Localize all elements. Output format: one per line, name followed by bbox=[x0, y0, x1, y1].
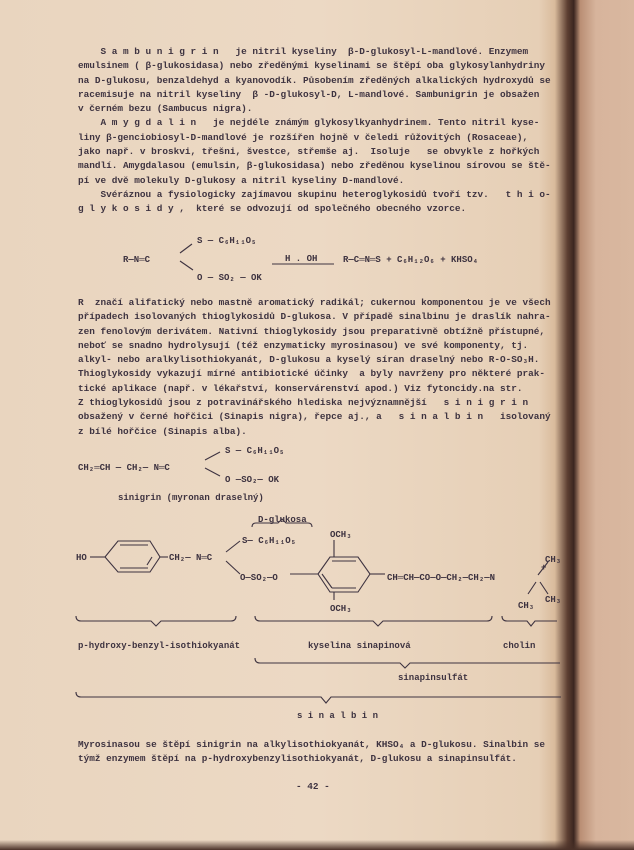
label-choline: cholin bbox=[503, 641, 536, 651]
text-line: S a m b u n i g r i n je nitril kyseliny β-D-glukosyl-L-mandlové. Enzymem bbox=[78, 46, 529, 57]
text-line: alkyl- nebo aralkylisothiokyanát, D-glukosu a kyselý síran draselný nebo R-O-SO₃H. bbox=[78, 354, 540, 366]
text-line: týmž enzymem štěpí na p-hydroxybenzylisothiokyanát, D-glukosu a sinapinsulfát. bbox=[78, 753, 517, 765]
text-line: zen fenolovým derivátem. Nativní thioglykosidy jsou preparativně obtížně přístupné, bbox=[78, 325, 545, 337]
brace-isothiocyanate bbox=[76, 616, 236, 626]
text-line: mandlí. Amygdalasou (emulsin, β-glukosidasa) nebo zředěnou kyselinou sírovou se ště- bbox=[78, 160, 551, 172]
formula-products: R—C═N═S + C₆H₁₂O₆ + KHSO₄ bbox=[343, 255, 479, 265]
benzene-ring-2 bbox=[318, 557, 370, 592]
methyl-a: CH₃ bbox=[545, 555, 562, 565]
methyl-c: CH₃ bbox=[518, 601, 535, 611]
formula-o-branch: O — SO₂ — OK bbox=[197, 273, 262, 283]
text-line: na D-glukosu, benzaldehyd a kyanovodík. Působením zředěných alkalických hydroxydů se bbox=[78, 74, 551, 86]
methoxy-top: OCH₃ bbox=[330, 530, 352, 540]
sinalbin-o-branch: O—SO₂—O bbox=[240, 573, 278, 583]
plus-charge: + bbox=[541, 563, 547, 573]
text-line: Svéráznou a fysiologicky zajímavou skupinu heteroglykosidů tvoří tzv. t h i o- bbox=[78, 188, 551, 200]
brace-sinapic-acid bbox=[255, 616, 492, 626]
label-isothiocyanate: p-hydroxy-benzyl-isothiokyanát bbox=[78, 641, 241, 651]
brace-choline bbox=[502, 616, 557, 626]
hydroxy-group: HO bbox=[76, 553, 87, 563]
label-sinapic-acid: kyselina sinapinová bbox=[308, 641, 411, 651]
label-sinalbin: s i n a l b i n bbox=[297, 711, 379, 721]
text-line: pí ve dvě molekuly D-glukosy a nitril kyseliny D-mandlové. bbox=[78, 174, 405, 186]
text-line: jako např. v broskvi, třešni, švestce, střemše aj. Isoluje se obvykle z hořkých bbox=[78, 146, 540, 158]
text-line: racemisuje na nitril kyseliny β -D-glukosyl-D, L-mandlové. Sambunigrin je obsažen bbox=[78, 88, 540, 100]
methoxy-bottom: OCH₃ bbox=[330, 604, 352, 614]
text-line: z bílé hořčice (Sinapis alba). bbox=[78, 425, 247, 437]
label-sinapinsulfate: sinapinsulfát bbox=[398, 673, 469, 683]
brace-sinalbin bbox=[76, 692, 561, 703]
text-line: obsažený v černé hořčici (Sinapis nigra), řepce aj., a s i n a l b i n isolovaný bbox=[78, 411, 551, 423]
text-line: Myrosinasou se štěpí sinigrin na alkylisothiokyanát, KHSO₄ a D-glukosu. Sinalbin se bbox=[78, 739, 545, 750]
text-line: případech isolovaných thioglykosidů D-glukosa. V případě sinalbinu je draslík nahra- bbox=[78, 311, 551, 323]
sinalbin-chain: CH═CH—CO—O—CH₂—CH₂—N bbox=[387, 573, 496, 583]
sinigrin-s-branch: S — C₆H₁₁O₅ bbox=[225, 446, 285, 456]
d-glukosa-label: D-glukosa bbox=[258, 515, 307, 525]
reagent-label: H . OH bbox=[285, 254, 318, 264]
paragraph-myrosinase bbox=[78, 738, 545, 767]
brace-sinapinsulfate bbox=[255, 658, 560, 668]
text-line: emulsinem ( β-glukosidasa) nebo zředěnými kyselinami se štěpí oba glykosylanhydriny bbox=[78, 60, 545, 72]
text-line: v černém bezu (Sambucus nigra). bbox=[78, 103, 253, 115]
text-line: tické aplikace (např. v lékařství, konservárenství apod.) Viz fytoncidy.na str. bbox=[78, 382, 523, 394]
sinigrin-caption: sinigrin (myronan draselný) bbox=[118, 493, 264, 503]
text-line: R značí alifatický nebo mastně aromatický radikál; cukernou komponentou je ve všech bbox=[78, 297, 551, 308]
text-line: A m y g d a l i n je nejdéle známým glykosylkyanhydrinem. Tento nitril kyse- bbox=[78, 117, 540, 129]
text-line: g l y k o s i d y , které se odvozují od společného obecného vzorce. bbox=[78, 203, 467, 215]
ch2-n-c: CH₂— N═C bbox=[169, 553, 213, 563]
sinalbin-s-branch: S— C₆H₁₁O₅ bbox=[242, 536, 297, 546]
benzene-ring-1 bbox=[105, 541, 160, 572]
methyl-b: CH₃ bbox=[545, 595, 562, 605]
text-line: Z thioglykosidů jsou z potravinářského hlediska nejvýznamnější s i n i g r i n bbox=[78, 397, 529, 409]
sinigrin-chain: CH₂═CH — CH₂— N═C bbox=[78, 463, 170, 473]
formula-s-branch: S — C₆H₁₁O₅ bbox=[197, 236, 257, 246]
sinigrin-o-branch: O —SO₂— OK bbox=[225, 475, 280, 485]
text-line: liny β-genciobiosyl-D-mandlové je rozšířen hojně v čeledi růžovitých (Rosaceae), bbox=[78, 131, 529, 143]
text-line: neboť se snadno hydrolysují (též enzymaticky myrosinasou) ve své komponenty, tj. bbox=[78, 339, 529, 351]
text-line: Thioglykosidy vykazují mírné antibiotické účinky a byly navrženy pro některé prak- bbox=[78, 368, 545, 380]
page-number: - 42 - bbox=[296, 781, 330, 792]
formula-left: R—N═C bbox=[123, 255, 151, 265]
